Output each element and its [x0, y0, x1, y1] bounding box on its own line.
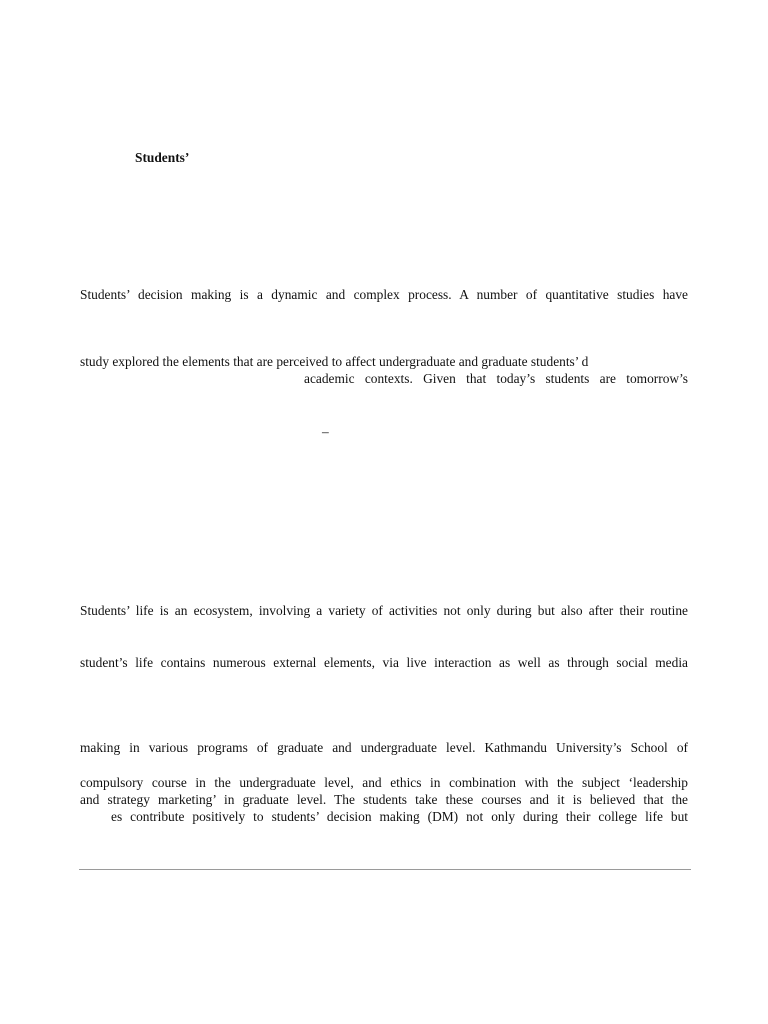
- paragraph-line: Students’ life is an ecosystem, involving a variety of activities not only during but also after their routine: [80, 603, 688, 618]
- paragraph-line: student’s life contains numerous external elements, via live interaction as well as through social media: [80, 655, 688, 670]
- paragraph-line: study explored the elements that are perceived to affect undergraduate and graduate students’ d: [80, 354, 589, 369]
- section-heading: Students’: [135, 150, 190, 165]
- paragraph-line: compulsory course in the undergraduate level, and ethics in combination with the subject ‘leadership: [80, 775, 688, 790]
- paragraph-line: Students’ decision making is a dynamic and complex process. A number of quantitative studies have: [80, 287, 688, 302]
- page-divider: [79, 869, 691, 870]
- paragraph-line: making in various programs of graduate and undergraduate level. Kathmandu University’s School of: [80, 740, 688, 755]
- dash-fragment: –: [322, 424, 329, 439]
- paragraph-line: and strategy marketing’ in graduate level. The students take these courses and it is believed that the: [80, 792, 688, 807]
- paragraph-line: academic contexts. Given that today’s students are tomorrow’s: [304, 371, 688, 386]
- paragraph-line: es contribute positively to students’ decision making (DM) not only during their college life but: [111, 809, 688, 824]
